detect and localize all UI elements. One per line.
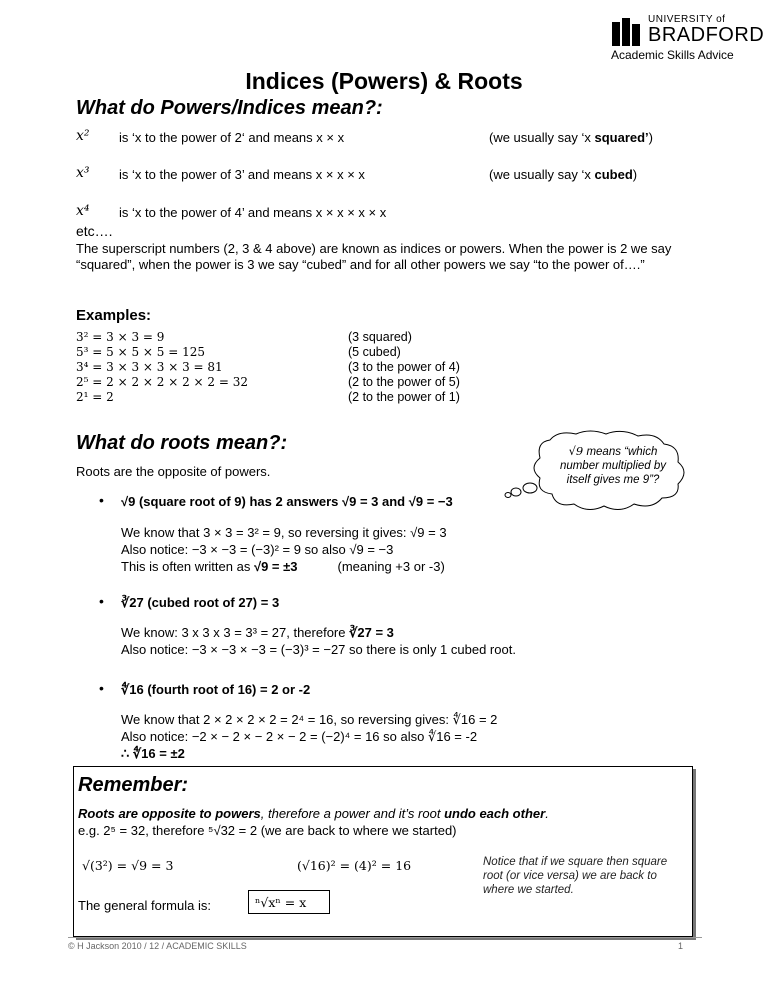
bullet1-line2: Also notice: −3 × −3 = (−3)² = 9 so also √9 = −3	[121, 542, 394, 557]
remember-eq-b: (√16)² = (4)² = 16	[297, 858, 412, 873]
thought-bubble-text: √9 means “which number multiplied by itself gives me 9”?	[559, 444, 667, 486]
examples-heading: Examples:	[76, 307, 152, 324]
desc-x2: is ‘x to the power of 2‘ and means x × x	[119, 130, 345, 145]
bullet2-line2: Also notice: −3 × −3 × −3 = (−3)³ = −27 so there is only 1 cubed root.	[121, 642, 516, 657]
bullet1-line1: We know that 3 × 3 = 3² = 9, so reversing it gives: √9 = 3	[121, 525, 447, 540]
page-title: Indices (Powers) & Roots	[245, 68, 523, 94]
example-eq: 3² = 3 × 3 = 9	[76, 330, 165, 344]
term-x2: x²	[76, 128, 90, 144]
bullet3-line3: ∴ ∜16 = ±2	[121, 746, 185, 761]
remember-eq-a: √(3²) = √9 = 3	[82, 858, 174, 873]
examples-notes	[348, 330, 460, 405]
example-eq: 5³ = 5 × 5 × 5 = 125	[76, 345, 205, 359]
term-x3: x³	[76, 165, 90, 181]
page-number: 1	[678, 941, 684, 951]
example-note: (2 to the power of 1)	[348, 390, 460, 404]
general-formula-box: ⁿ√xⁿ = x	[248, 890, 330, 914]
logo-mark-icon	[612, 18, 642, 46]
bullet3-line1: We know that 2 × 2 × 2 × 2 = 2⁴ = 16, so reversing gives: ∜16 = 2	[121, 712, 498, 727]
bullet3-heading: ∜16 (fourth root of 16) = 2 or -2	[121, 682, 311, 697]
bullet2-line1: We know: 3 x 3 x 3 = 3³ = 27, therefore ∛27 = 3	[121, 625, 394, 640]
example-note: (5 cubed)	[348, 345, 401, 359]
section-heading-powers: What do Powers/Indices mean?:	[76, 97, 383, 119]
general-formula-label: The general formula is:	[78, 898, 211, 913]
etc-text: etc….	[76, 223, 113, 239]
desc-x3: is ‘x to the power of 3’ and means x × x × x	[119, 167, 365, 182]
bullet1-heading: √9 (square root of 9) has 2 answers √9 = 3 and √9 = −3	[121, 494, 453, 509]
remember-line1: Roots are opposite to powers, therefore a power and it’s root undo each other.	[78, 806, 549, 821]
example-eq: 2¹ = 2	[76, 390, 114, 404]
bullet3-line2: Also notice: −2 × − 2 × − 2 × − 2 = (−2)⁴ = 16 so also ∜16 = -2	[121, 729, 478, 744]
term-x4: x⁴	[76, 203, 90, 219]
indices-paragraph: The superscript numbers (2, 3 & 4 above) are known as indices or powers. When the power is 2 we say “squared”, when the power is 3 we say “cubed” and for all other powers we say “to the power of….”	[76, 241, 672, 272]
desc-x4: is ‘x to the power of 4’ and means x × x × x × x	[119, 205, 387, 220]
bullet-dot: •	[99, 593, 104, 609]
examples-equations	[76, 330, 248, 405]
example-note: (3 to the power of 4)	[348, 360, 460, 374]
roots-intro: Roots are the opposite of powers.	[76, 464, 271, 479]
note-x2: (we usually say ‘x squared’)	[489, 130, 654, 145]
remember-note: Notice that if we square then square root (or vice versa) we are back to where we started.	[483, 856, 668, 896]
logo-line2: BRADFORD	[648, 24, 765, 46]
remember-line2: e.g. 2⁵ = 32, therefore ⁵√32 = 2 (we are back to where we started)	[78, 823, 457, 838]
bullet1-line3: This is often written as √9 = ±3 (meaning +3 or -3)	[121, 559, 445, 574]
logo-line3: Academic Skills Advice	[611, 48, 734, 62]
example-eq: 3⁴ = 3 × 3 × 3 × 3 = 81	[76, 360, 223, 374]
example-eq: 2⁵ = 2 × 2 × 2 × 2 × 2 = 32	[76, 375, 248, 389]
remember-heading: Remember:	[78, 774, 189, 796]
bullet-dot: •	[99, 492, 104, 508]
bullet2-heading: ∛27 (cubed root of 27) = 3	[121, 595, 280, 610]
example-note: (2 to the power of 5)	[348, 375, 460, 389]
footer-copyright: © H Jackson 2010 / 12 / ACADEMIC SKILLS	[68, 941, 247, 951]
example-note: (3 squared)	[348, 330, 412, 344]
footer-divider	[68, 937, 702, 938]
logo-line1: UNIVERSITY of	[648, 14, 726, 25]
section-heading-roots: What do roots mean?:	[76, 432, 288, 454]
note-x3: (we usually say ‘x cubed)	[489, 167, 638, 182]
bullet-dot: •	[99, 680, 104, 696]
